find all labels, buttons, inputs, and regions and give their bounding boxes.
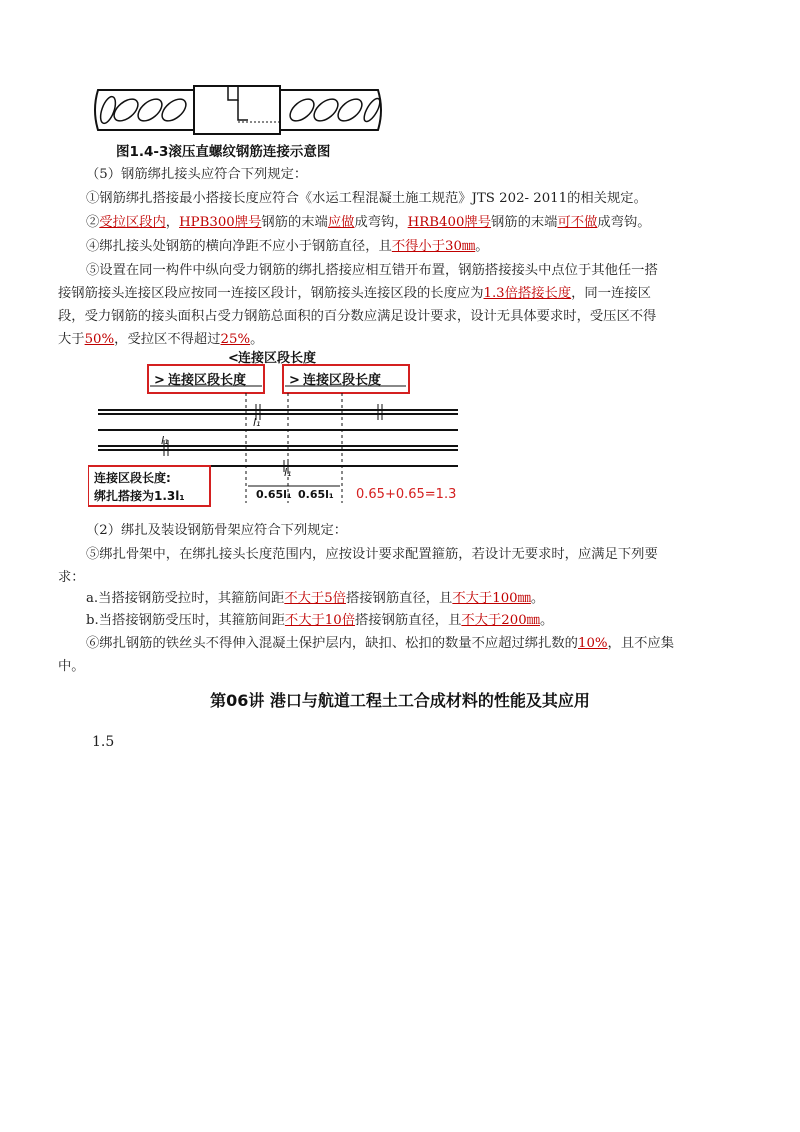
section2-item5-line2: 求：: [58, 570, 85, 585]
section5-item5-line1: ⑤设置在同一构件中纵向受力钢筋的绑扎搭接应相互错开布置，钢筋搭接接头中点位于其他任一搭: [86, 263, 658, 278]
top-arrow-glyph: <: [228, 351, 239, 366]
section2-item6-line2: 中。: [58, 659, 85, 674]
dimension-1: 0.65l₁: [256, 488, 292, 501]
svg-text:>: >: [289, 373, 300, 388]
section5-item2: ②受拉区段内，HPB300牌号钢筋的末端应做成弯钩，HRB400牌号钢筋的末端可不做成弯钩。: [86, 215, 651, 230]
section2-item-a: a.当搭接钢筋受拉时，其箍筋间距不大于5倍搭接钢筋直径，且不大于100㎜。: [86, 591, 545, 606]
note-line1: 连接区段长度:: [94, 471, 171, 485]
figure-rebar-thread-connection: [88, 80, 388, 140]
figure-lap-splice-diagram: [88, 348, 488, 508]
note-line2: 绑扎搭接为1.3l₁: [94, 489, 185, 503]
figure1-caption: 图1.4-3滚压直螺纹钢筋连接示意图: [116, 144, 331, 160]
section5-item5-line3: 段，受力钢筋的接头面积占受力钢筋总面积的百分数应满足设计要求，设计无具体要求时，受压区不得: [58, 309, 657, 324]
lecture-heading: 第06讲 港口与航道工程土工合成材料的性能及其应用: [210, 691, 590, 710]
section5-item1: ①钢筋绑扎搭接最小搭接长度应符合《水运工程混凝土施工规范》JTS 202- 2011的相关规定。: [86, 191, 647, 206]
section2-item5-line1: ⑤绑扎骨架中，在绑扎接头长度范围内，应按设计要求配置箍筋，若设计无要求时，应满足下列要: [86, 547, 658, 562]
svg-text:>: >: [154, 373, 165, 388]
formula: 0.65+0.65=1.3: [356, 487, 457, 502]
l1-mark-2: l₁: [161, 434, 169, 447]
section5-title: （5）钢筋绑扎接头应符合下列规定：: [86, 167, 308, 182]
dimension-2: 0.65l₁: [298, 488, 334, 501]
section2-item6-line1: ⑥绑扎钢筋的铁丝头不得伸入混凝土保护层内，缺扣、松扣的数量不应超过绑扎数的10%，且不应集: [86, 636, 675, 651]
lap-splice-drawing: [88, 348, 488, 508]
rebar-thread-drawing: [88, 80, 388, 140]
l1-mark-3: l₁: [284, 466, 292, 479]
section-number: 1.5: [92, 734, 115, 750]
segment-box-2-label: 连接区段长度: [303, 373, 382, 388]
section5-item5-line4: 大于50%，受拉区不得超过25%。: [58, 332, 264, 347]
l1-mark-1: l₁: [253, 416, 261, 429]
section2-item-b: b.当搭接钢筋受压时，其箍筋间距不大于10倍搭接钢筋直径，且不大于200㎜。: [86, 613, 554, 628]
section2-title: （2）绑扎及装设钢筋骨架应符合下列规定：: [86, 523, 348, 538]
section5-item4: ④绑扎接头处钢筋的横向净距不应小于钢筋直径，且不得小于30㎜。: [86, 239, 489, 254]
section5-item5-line2: 接钢筋接头连接区段应按同一连接区段计，钢筋接头连接区段的长度应为1.3倍搭接长度，同一连接区: [58, 286, 651, 301]
top-segment-label: 连接区段长度: [238, 351, 317, 366]
segment-box-1-label: 连接区段长度: [168, 373, 247, 388]
